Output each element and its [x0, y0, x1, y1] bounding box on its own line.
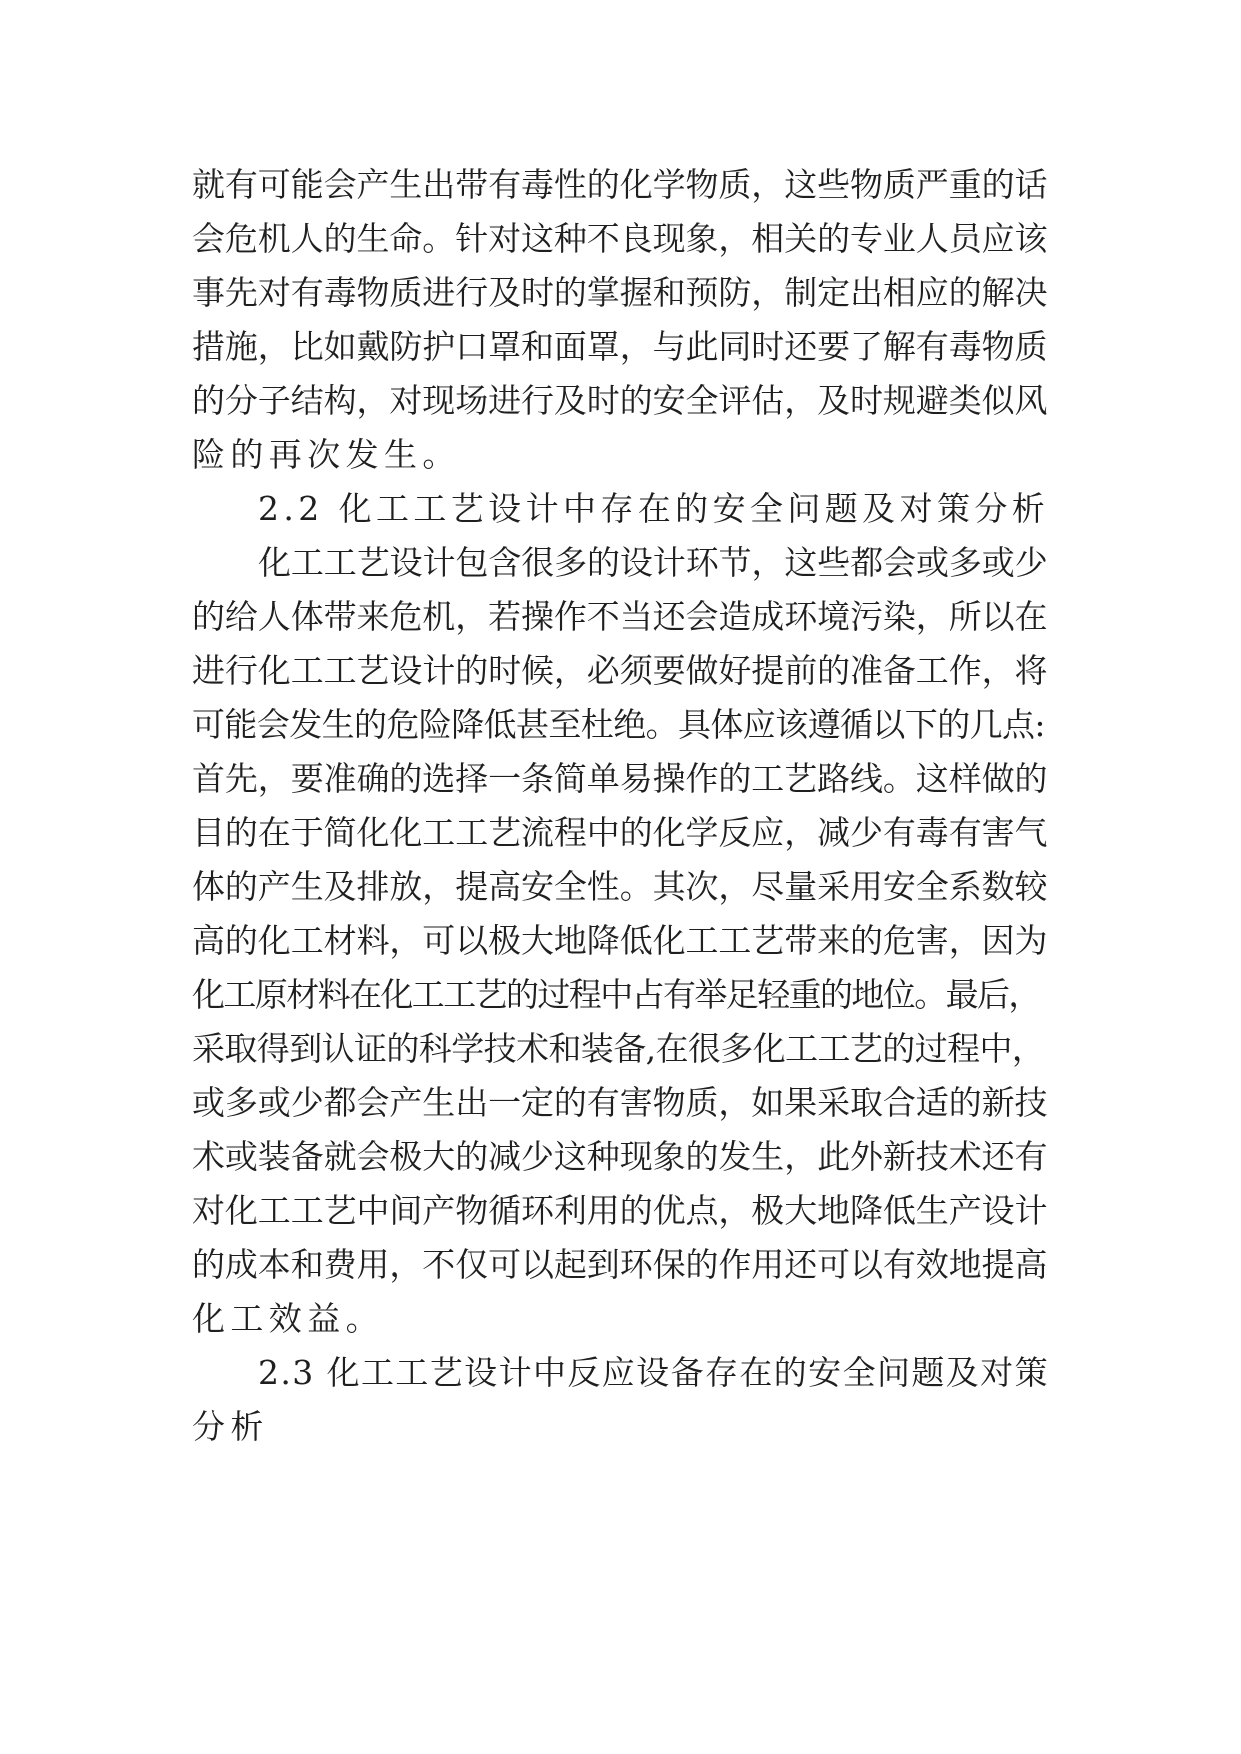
- text-line: 的分子结构，对现场进行及时的安全评估，及时规避类似风: [192, 381, 1048, 420]
- text-line: 可能会发生的危险降低甚至杜绝。具体应该遵循以下的几点:: [192, 705, 1045, 744]
- text-line: 会危机人的生命。针对这种不良现象，相关的专业人员应该: [192, 219, 1048, 258]
- text-line: 措施，比如戴防护口罩和面罩，与此同时还要了解有毒物质: [192, 327, 1048, 366]
- text-line: 进行化工工艺设计的时候，必须要做好提前的准备工作，将: [192, 651, 1048, 690]
- text-line: 术或装备就会极大的减少这种现象的发生，此外新技术还有: [192, 1137, 1048, 1176]
- text-line: 目的在于简化化工工艺流程中的化学反应，减少有毒有害气: [192, 813, 1048, 852]
- text-line: 化工工艺设计包含很多的设计环节，这些都会或多或少: [258, 543, 1048, 582]
- text-line: 险的再次发生。: [192, 435, 461, 474]
- text-line: 事先对有毒物质进行及时的掌握和预防，制定出相应的解决: [192, 273, 1048, 312]
- text-line: 的给人体带来危机，若操作不当还会造成环境污染，所以在: [192, 597, 1048, 636]
- text-line: 化工原材料在化工工艺的过程中占有举足轻重的地位。最后，: [192, 975, 1040, 1014]
- text-line: 化工效益。: [192, 1299, 384, 1338]
- body-text: [192, 158, 1050, 1454]
- text-line: 采取得到认证的科学技术和装备,在很多化工工艺的过程中，: [192, 1029, 1045, 1068]
- text-line: 高的化工材料，可以极大地降低化工工艺带来的危害，因为: [192, 921, 1048, 960]
- text-line: 2.2 化工工艺设计中存在的安全问题及对策分析: [258, 489, 1050, 528]
- text-line: 的成本和费用，不仅可以起到环保的作用还可以有效地提高: [192, 1245, 1048, 1284]
- text-line: 就有可能会产生出带有毒性的化学物质，这些物质严重的话: [192, 165, 1048, 204]
- text-line: 或多或少都会产生出一定的有害物质，如果采取合适的新技: [192, 1083, 1048, 1122]
- text-line: 2.3 化工工艺设计中反应设备存在的安全问题及对策: [258, 1353, 1049, 1392]
- text-line: 分析: [192, 1407, 269, 1446]
- text-line: 首先，要准确的选择一条简单易操作的工艺路线。这样做的: [192, 759, 1048, 798]
- text-line: 体的产生及排放，提高安全性。其次，尽量采用安全系数较: [192, 867, 1048, 906]
- text-line: 对化工工艺中间产物循环利用的优点，极大地降低生产设计: [192, 1191, 1048, 1230]
